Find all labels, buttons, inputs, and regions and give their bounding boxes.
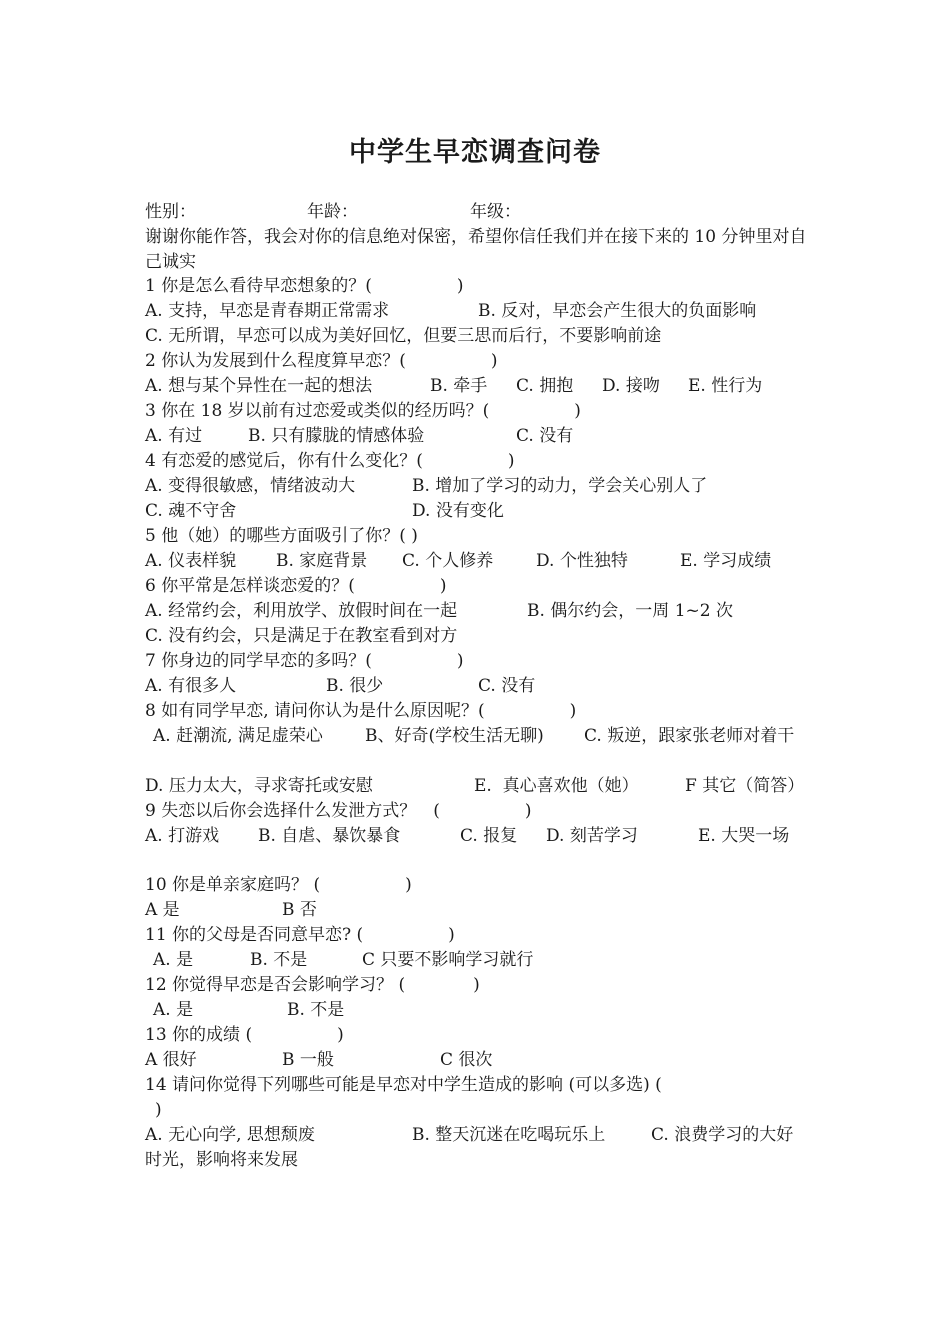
age-field-label: 年龄： [307, 202, 358, 222]
q2-option-c: C. 拥抱 [516, 376, 574, 396]
question-3: 3 你在 18 岁以前有过恋爱或类似的经历吗？( ) [145, 401, 581, 421]
q2-option-d: D. 接吻 [602, 376, 660, 396]
q2-option-b: B. 牵手 [430, 376, 488, 396]
grade-field-label: 年级： [470, 202, 521, 222]
question-14: 14 请问你觉得下列哪些可能是早恋对中学生造成的影响 (可以多选) ( [145, 1075, 662, 1095]
q3-option-b: B. 只有朦胧的情感体验 [248, 426, 425, 446]
q3-option-a: A. 有过 [145, 426, 203, 446]
question-6: 6 你平常是怎样谈恋爱的？( ) [145, 576, 447, 596]
q8-option-c: C. 叛逆，跟家张老师对着干 [584, 726, 795, 746]
q13-option-b: B 一般 [282, 1050, 334, 1070]
q13-option-a: A 很好 [145, 1050, 197, 1070]
q1-option-c: C. 无所谓，早恋可以成为美好回忆，但要三思而后行，不要影响前途 [145, 326, 662, 346]
q3-option-c: C. 没有 [516, 426, 574, 446]
q1-option-a: A. 支持，早恋是青春期正常需求 [145, 301, 390, 321]
q8-option-d: D. 压力太大，寻求寄托或安慰 [145, 776, 373, 796]
q14-option-c: C. 浪费学习的大好时光，影响将来发展 [145, 1125, 794, 1170]
question-12: 12 你觉得早恋是否会影响学习？ ( ) [145, 975, 480, 995]
question-1: 1 你是怎么看待早恋想象的？( ) [145, 276, 464, 296]
q10-option-b: B 否 [282, 900, 317, 920]
question-13: 13 你的成绩 ( ) [145, 1025, 344, 1045]
q11-option-a: A. 是 [153, 950, 194, 970]
q6-option-b: B. 偶尔约会，一周 1~2 次 [527, 601, 733, 621]
q5-option-c: C. 个人修养 [402, 551, 494, 571]
q9-option-a: A. 打游戏 [145, 826, 220, 846]
question-8: 8 如有同学早恋, 请问你认为是什么原因呢？( ) [145, 701, 577, 721]
question-5: 5 他（她）的哪些方面吸引了你？( ) [145, 526, 418, 546]
q14-option-a: A. 无心向学, 思想颓废 [145, 1125, 315, 1145]
page-title: 中学生早恋调查问卷 [349, 137, 601, 168]
q2-option-e: E. 性行为 [688, 376, 763, 396]
q4-option-a: A. 变得很敏感，情绪波动大 [145, 476, 356, 496]
q4-option-c: C. 魂不守舍 [145, 501, 237, 521]
q6-option-c: C. 没有约会，只是满足于在教室看到对方 [145, 626, 458, 646]
q9-option-c: C. 报复 [460, 826, 518, 846]
q4-option-b: B. 增加了学习的动力，学会关心别人了 [412, 476, 708, 496]
q10-option-a: A 是 [145, 900, 180, 920]
q8-option-a: A. 赶潮流, 满足虚荣心 [153, 726, 323, 746]
q11-option-c: C 只要不影响学习就行 [362, 950, 534, 970]
q5-option-e: E. 学习成绩 [680, 551, 772, 571]
q8-option-b: B、好奇(学校生活无聊) [365, 726, 544, 746]
question-4: 4 有恋爱的感觉后，你有什么变化？( ) [145, 451, 515, 471]
q8-option-f: F 其它（简答） [685, 776, 805, 796]
q5-option-d: D. 个性独特 [536, 551, 628, 571]
q7-option-a: A. 有很多人 [145, 676, 237, 696]
q7-option-b: B. 很少 [326, 676, 384, 696]
q4-option-d: D. 没有变化 [412, 501, 504, 521]
q11-option-b: B. 不是 [250, 950, 308, 970]
q7-option-c: C. 没有 [478, 676, 536, 696]
gender-field-label: 性别： [145, 202, 196, 222]
question-2: 2 你认为发展到什么程度算早恋？( ) [145, 351, 498, 371]
q12-option-a: A. 是 [153, 1000, 194, 1020]
question-7: 7 你身边的同学早恋的多吗？( ) [145, 651, 464, 671]
question-10: 10 你是单亲家庭吗？ ( ) [145, 875, 412, 895]
q14-option-b: B. 整天沉迷在吃喝玩乐上 [412, 1125, 606, 1145]
q9-option-b: B. 自虐、暴饮暴食 [258, 826, 401, 846]
q9-option-d: D. 刻苦学习 [546, 826, 638, 846]
q5-option-b: B. 家庭背景 [276, 551, 368, 571]
intro-text: 谢谢你能作答，我会对你的信息绝对保密，希望你信任我们并在接下来的 10 分钟里对自己诚实 [145, 227, 807, 272]
q1-option-b: B. 反对，早恋会产生很大的负面影响 [478, 301, 757, 321]
q6-option-a: A. 经常约会，利用放学、放假时间在一起 [145, 601, 458, 621]
q12-option-b: B. 不是 [287, 1000, 345, 1020]
q9-option-e: E. 大哭一场 [698, 826, 790, 846]
q13-option-c: C 很次 [440, 1050, 493, 1070]
question-9: 9 失恋以后你会选择什么发泄方式？ ( ) [145, 801, 532, 821]
question-11: 11 你的父母是否同意早恋? ( ) [145, 925, 455, 945]
q2-option-a: A. 想与某个异性在一起的想法 [145, 376, 373, 396]
q5-option-a: A. 仪表样貌 [145, 551, 237, 571]
q8-option-e: E. 真心喜欢他（她） [474, 776, 639, 796]
question-14-cont: ) [155, 1100, 162, 1120]
